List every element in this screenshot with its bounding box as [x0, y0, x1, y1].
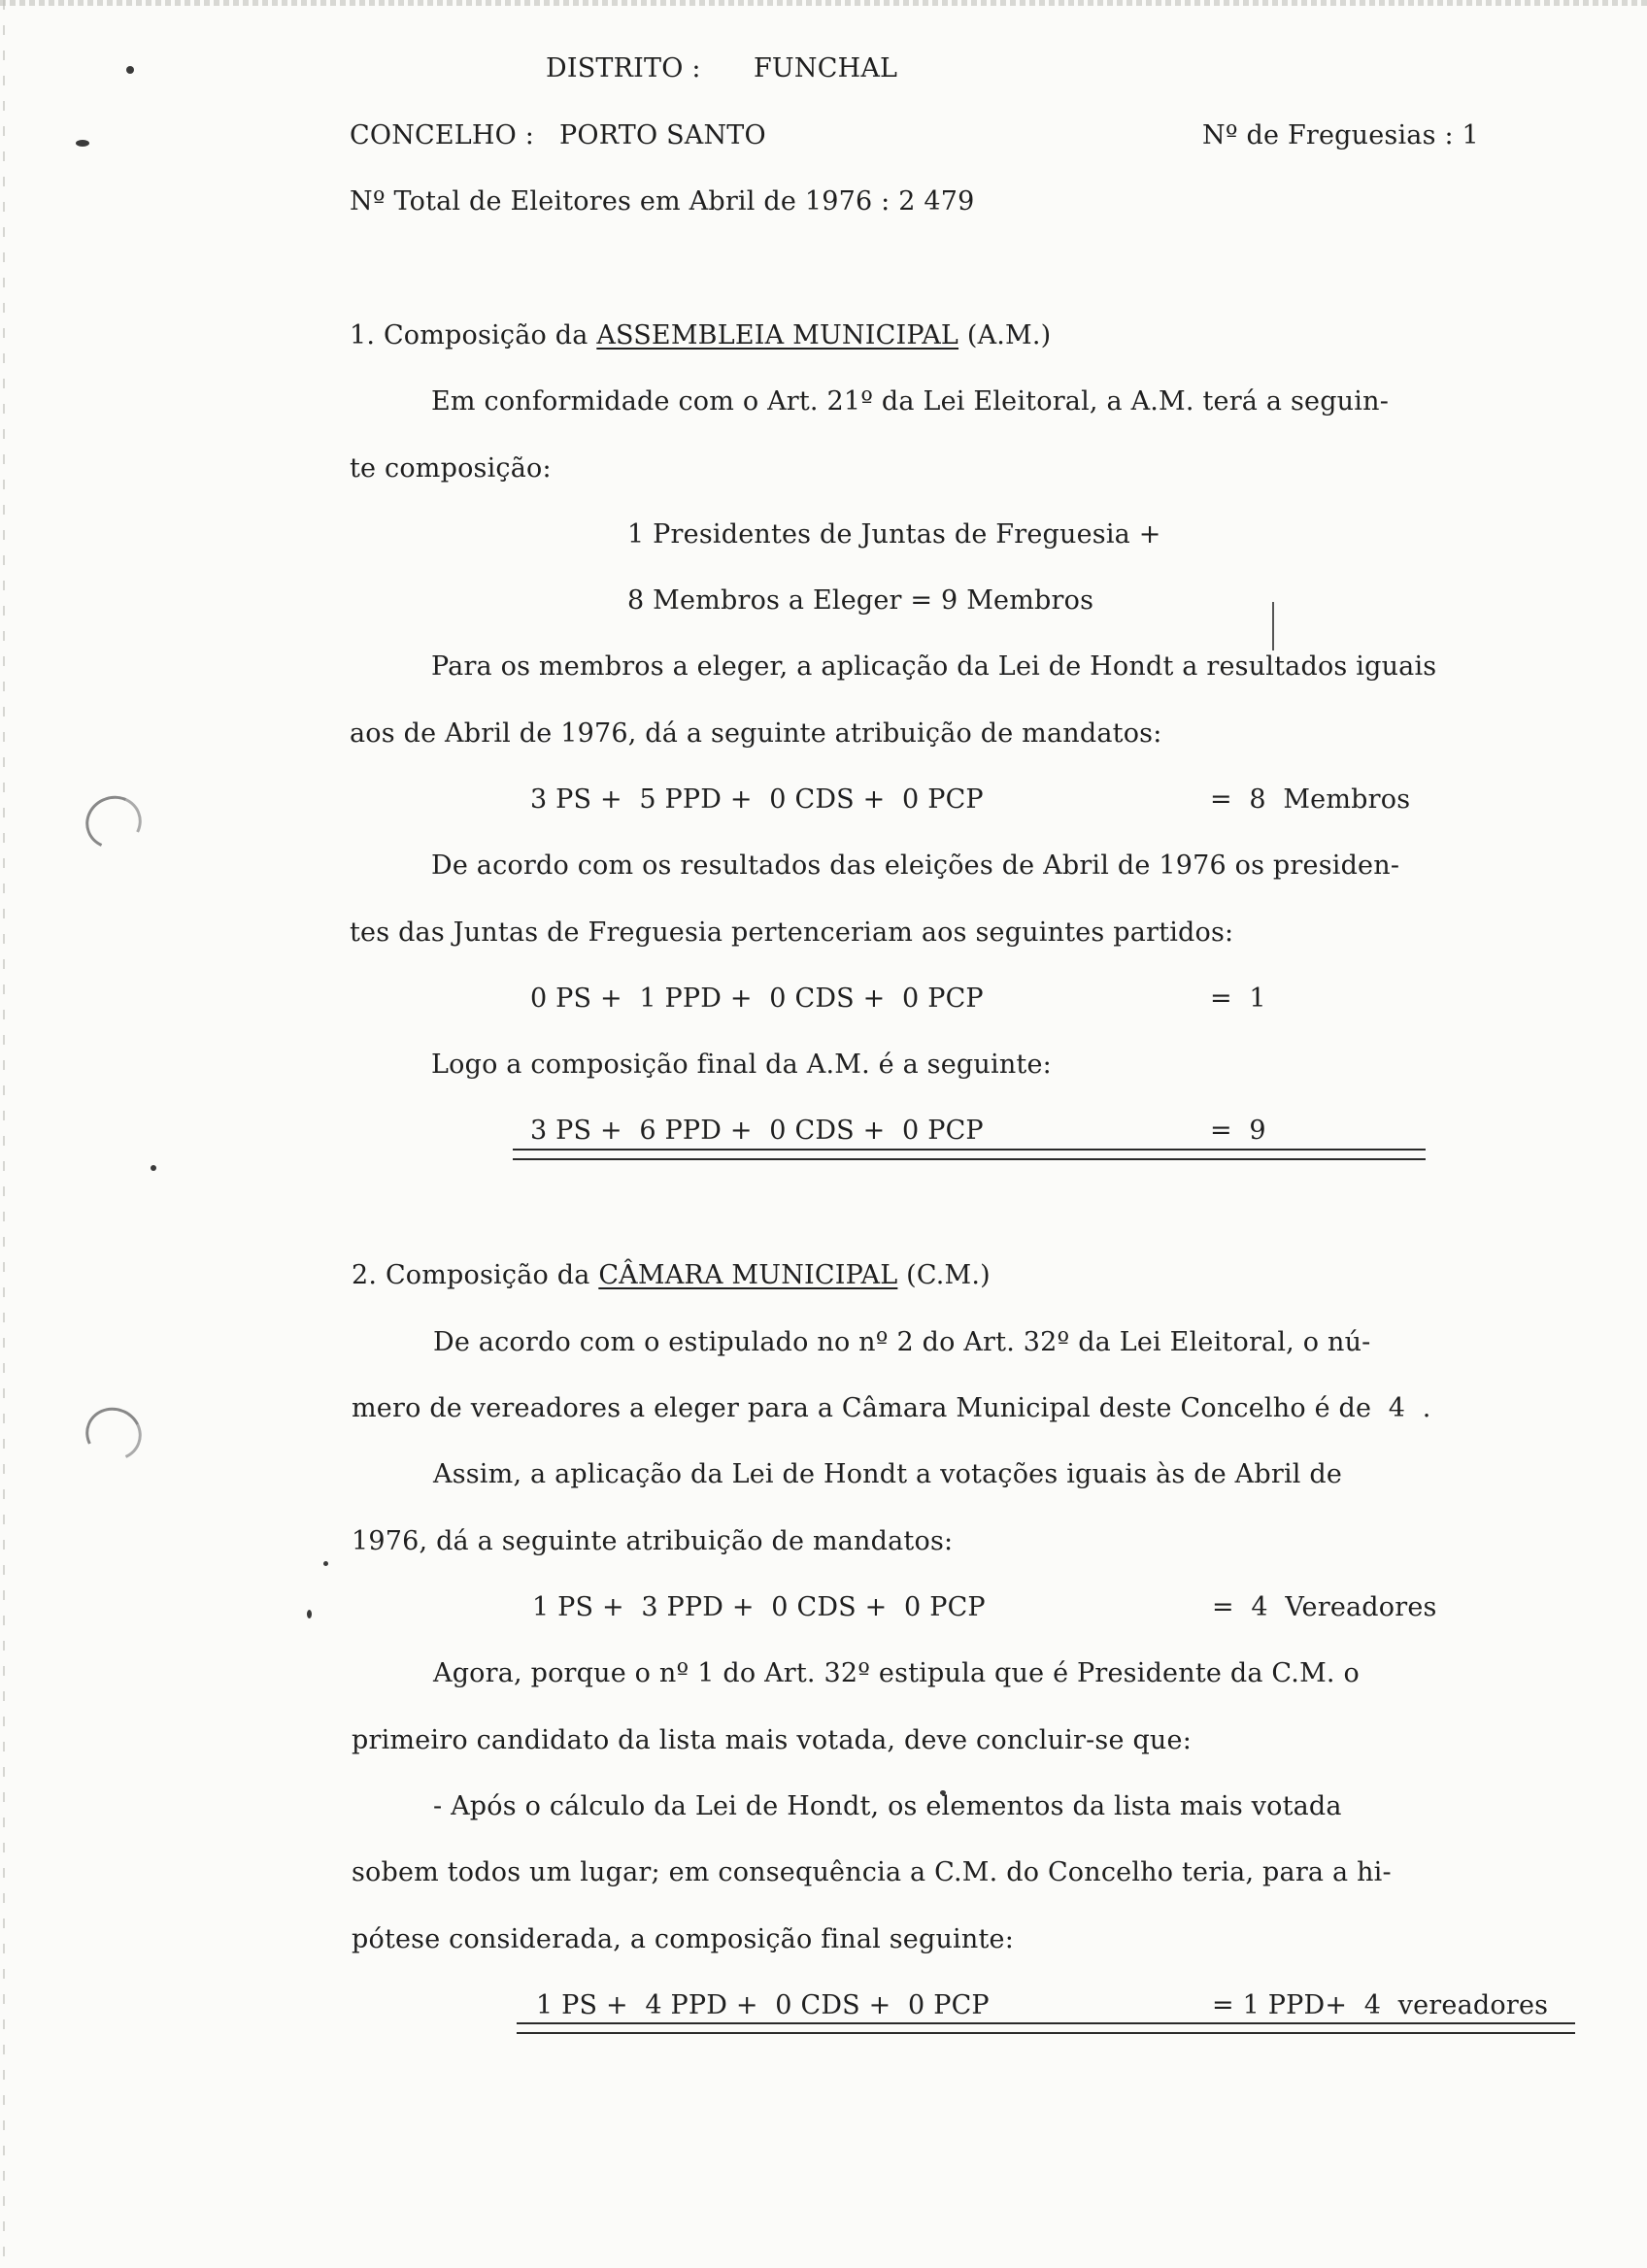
section2-paragraph2-line1: Assim, a aplicação da Lei de Hondt a votações iguais às de Abril de [433, 1459, 1343, 1489]
punch-hole-icon [79, 788, 150, 857]
section2-paragraph1-line1: De acordo com o estipulado no nº 2 do Art. 32º da Lei Eleitoral, o nú- [433, 1327, 1371, 1357]
punch-hole-icon [79, 1400, 150, 1469]
eleitores-total: Nº Total de Eleitores em Abril de 1976 : 2 479 [350, 186, 975, 217]
section2-final-composition-parties: 1 PS + 4 PPD + 0 CDS + 0 PCP [536, 1990, 990, 2020]
distrito-label: DISTRITO : [546, 53, 701, 83]
section1-paragraph2-line2: aos de Abril de 1976, dá a seguinte atribuição de mandatos: [350, 718, 1162, 749]
concelho-label: CONCELHO : [350, 120, 535, 150]
final-underline-1 [513, 1149, 1426, 1151]
section2-paragraph3-line2: primeiro candidato da lista mais votada, deve concluir-se que: [352, 1725, 1192, 1755]
final-underline-2 [513, 1158, 1426, 1160]
section2-equation1-result: = 4 Vereadores [1212, 1592, 1437, 1622]
section1-paragraph1-line1: Em conformidade com o Art. 21º da Lei Eleitoral, a A.M. terá a seguin- [431, 386, 1390, 417]
section1-paragraph3-line2: tes das Juntas de Freguesia pertenceriam aos seguintes partidos: [350, 917, 1234, 948]
scan-edge-top [0, 0, 1647, 6]
section1-paragraph1-line2: te composição: [350, 453, 552, 484]
section2-paragraph1-line2: mero de vereadores a eleger para a Câmara Municipal deste Concelho é de 4 . [352, 1393, 1431, 1423]
speck [126, 66, 134, 74]
speck [151, 1165, 156, 1171]
section1-paragraph3-line1: De acordo com os resultados das eleições de Abril de 1976 os presiden- [431, 850, 1400, 881]
speck [76, 140, 89, 147]
section1-title: 1. Composição da ASSEMBLEIA MUNICIPAL (A.M.) [350, 320, 1052, 350]
section2-paragraph4-line2: sobem todos um lugar; em consequência a C.M. do Concelho teria, para a hi- [352, 1857, 1392, 1887]
section2-title: 2. Composição da CÂMARA MUNICIPAL (C.M.) [352, 1260, 991, 1290]
section1-composition-line2: 8 Membros a Eleger = 9 Membros [627, 585, 1094, 616]
section2-paragraph2-line2: 1976, dá a seguinte atribuição de mandatos: [352, 1526, 954, 1556]
section1-equation1-result: = 8 Membros [1210, 784, 1411, 815]
concelho-value: PORTO SANTO [559, 120, 766, 150]
final-underline-3 [517, 2022, 1575, 2024]
section1-final-composition-result: = 9 [1210, 1116, 1266, 1146]
section2-paragraph3-line1: Agora, porque o nº 1 do Art. 32º estipula que é Presidente da C.M. o [433, 1658, 1360, 1688]
section2-paragraph4-line3: pótese considerada, a composição final seguinte: [352, 1924, 1014, 1954]
section1-equation1-parties: 3 PS + 5 PPD + 0 CDS + 0 PCP [530, 784, 984, 815]
section1-paragraph4: Logo a composição final da A.M. é a seguinte: [431, 1050, 1052, 1080]
final-underline-4 [517, 2032, 1575, 2034]
speck [323, 1561, 328, 1566]
freguesias-count: Nº de Freguesias : 1 [1202, 120, 1479, 150]
section2-final-composition-result: = 1 PPD+ 4 vereadores [1212, 1990, 1549, 2020]
section1-final-composition-parties: 3 PS + 6 PPD + 0 CDS + 0 PCP [530, 1116, 984, 1146]
section2-paragraph4-line1: - Após o cálculo da Lei de Hondt, os elementos da lista mais votada [433, 1791, 1342, 1821]
speck [307, 1610, 312, 1618]
section1-paragraph2-line1: Para os membros a eleger, a aplicação da Lei de Hondt a resultados iguais [431, 651, 1437, 682]
scan-edge-left [3, 0, 5, 2268]
section2-equation1-parties: 1 PS + 3 PPD + 0 CDS + 0 PCP [532, 1592, 986, 1622]
section1-equation2-result: = 1 [1210, 984, 1266, 1014]
distrito-value: FUNCHAL [754, 53, 898, 83]
section1-composition-line1: 1 Presidentes de Juntas de Freguesia + [627, 519, 1161, 550]
section1-equation2-parties: 0 PS + 1 PPD + 0 CDS + 0 PCP [530, 984, 984, 1014]
pen-mark [1272, 602, 1274, 650]
